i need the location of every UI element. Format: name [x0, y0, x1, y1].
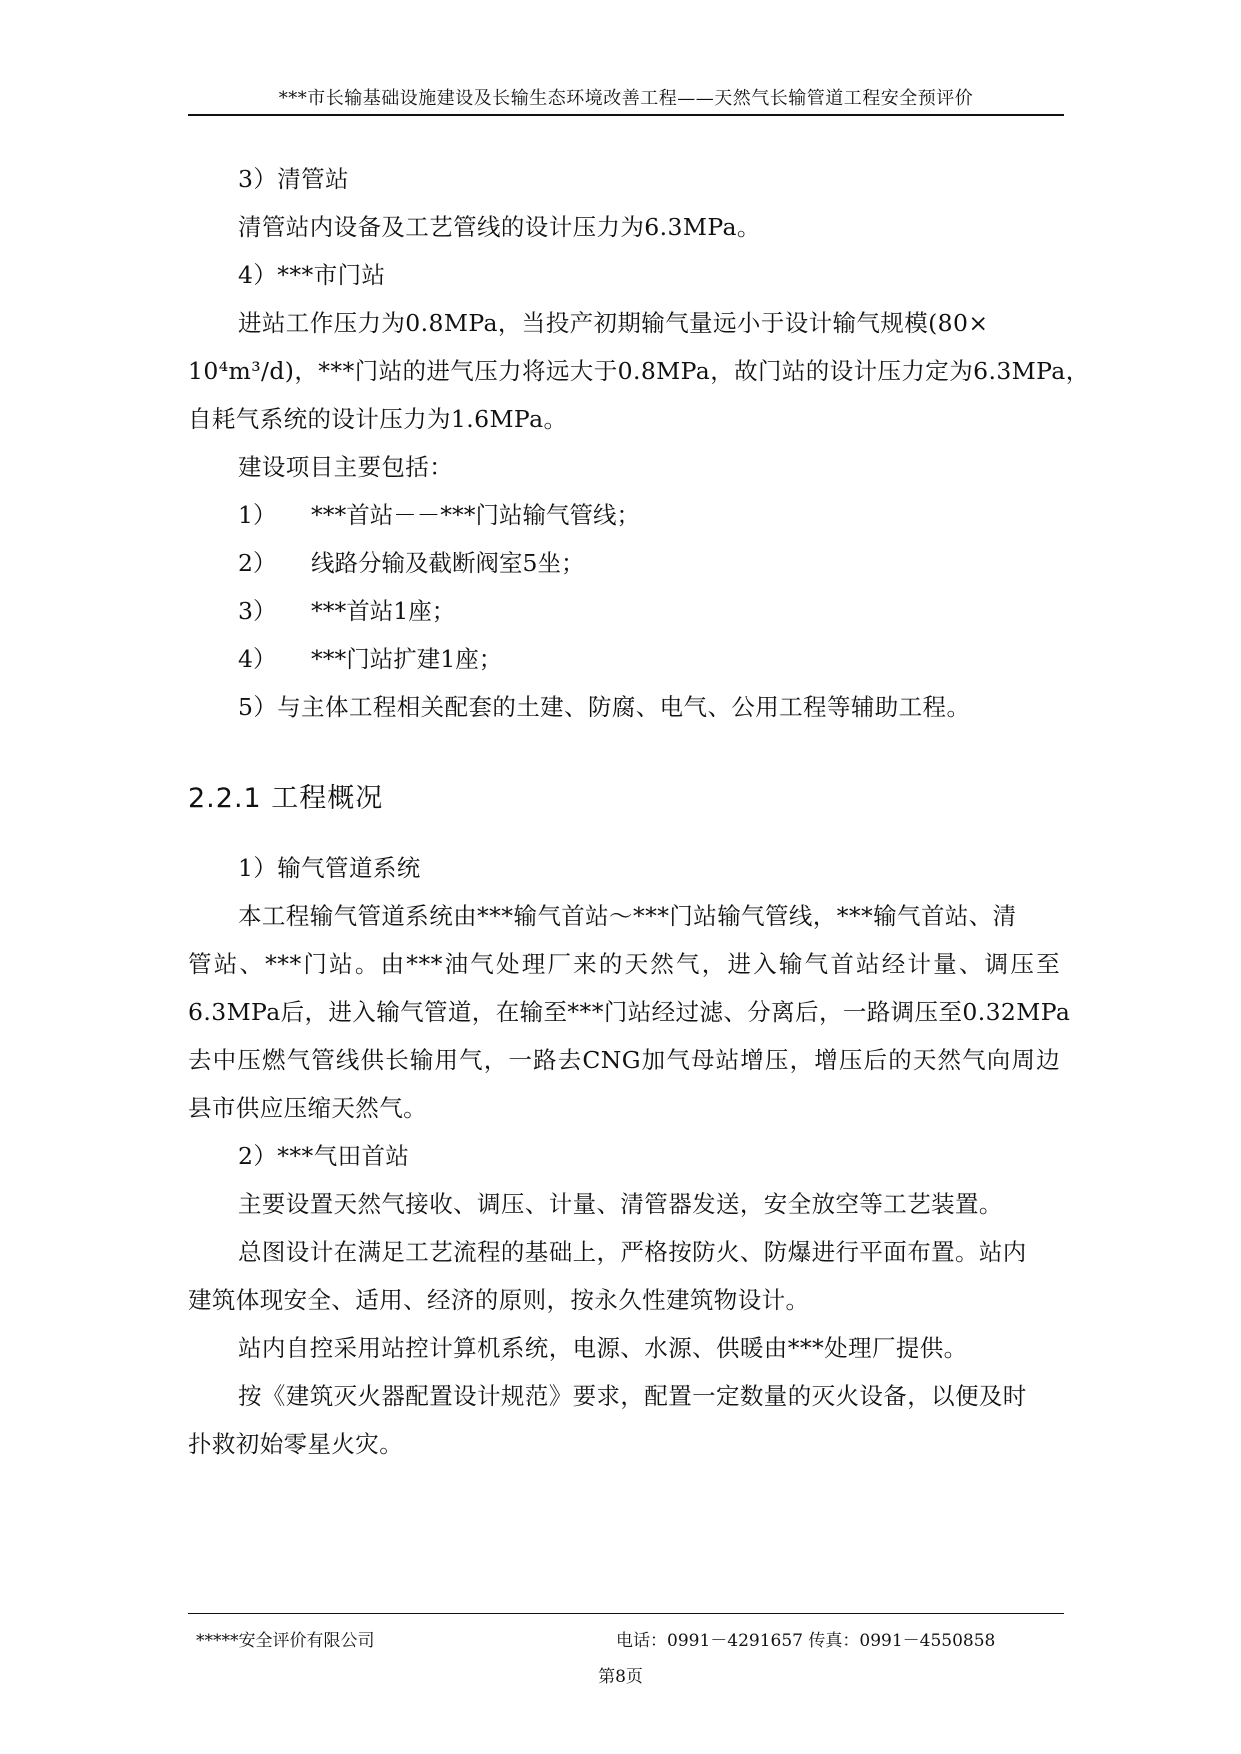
list-item-text: 线路分输及截断阀室5坐；: [311, 549, 585, 577]
paragraph-project-scope: 建设项目主要包括：: [238, 453, 454, 481]
footer-company: *****安全评价有限公司: [196, 1631, 375, 1651]
paragraph-layout-design-line-2: 建筑体现安全、适用、经济的原则，按永久性建筑物设计。: [188, 1286, 810, 1314]
page-number: 第8页: [598, 1667, 643, 1687]
paragraph-fire-equipment-line-2: 扑救初始零星火灾。: [188, 1430, 404, 1458]
list-item-text: ***门站扩建1座；: [311, 645, 503, 673]
page-header-title: ***市长输基础设施建设及长输生态环境改善工程——天然气长输管道工程安全预评价: [278, 88, 974, 109]
paragraph-city-gate-line-3: 自耗气系统的设计压力为1.6MPa。: [188, 405, 568, 433]
paragraph-gas-field-station-equipment: 主要设置天然气接收、调压、计量、清管器发送，安全放空等工艺装置。: [238, 1190, 1003, 1218]
paragraph-pipeline-system-heading: 1）输气管道系统: [238, 854, 421, 882]
paragraph-pipeline-system-line-2: 管站、***门站。由***油气处理厂来的天然气，进入输气首站经计量、调压至: [188, 950, 1060, 978]
paragraph-auxiliary-works: 5）与主体工程相关配套的土建、防腐、电气、公用工程等辅助工程。: [238, 693, 971, 721]
list-item-number: 3）: [238, 597, 277, 625]
list-item-number: 2）: [238, 549, 277, 577]
paragraph-pipeline-system-line-5: 县市供应压缩天然气。: [188, 1094, 427, 1122]
paragraph-pipeline-system-line-3: 6.3MPa后，进入输气管道，在输至***门站经过滤、分离后，一路调压至0.32MPa: [188, 998, 1071, 1026]
paragraph-pipeline-system-line-1: 本工程输气管道系统由***输气首站～***门站输气管线，***输气首站、清: [238, 902, 1017, 930]
paragraph-city-gate-line-1: 进站工作压力为0.8MPa，当投产初期输气量远小于设计输气规模(80×: [238, 309, 989, 337]
footer-divider: [188, 1613, 1064, 1614]
paragraph-cleaning-station-pressure: 清管站内设备及工艺管线的设计压力为6.3MPa。: [238, 213, 761, 241]
header-divider: [188, 114, 1064, 116]
paragraph-city-gate-heading: 4）***市门站: [238, 261, 386, 289]
list-item-text: ***首站－－***门站输气管线；: [311, 501, 640, 529]
footer-contact: 电话：0991－4291657 传真：0991－4550858: [616, 1631, 996, 1651]
list-item-number: 4）: [238, 645, 277, 673]
list-item-text: ***首站1座；: [311, 597, 456, 625]
paragraph-fire-equipment-line-1: 按《建筑灭火器配置设计规范》要求，配置一定数量的灭火设备，以便及时: [238, 1382, 1027, 1410]
paragraph-station-control: 站内自控采用站控计算机系统，电源、水源、供暖由***处理厂提供。: [238, 1334, 968, 1362]
section-heading: 2.2.1 工程概况: [188, 783, 384, 814]
paragraph-gas-field-station-heading: 2）***气田首站: [238, 1142, 410, 1170]
paragraph-city-gate-line-2: 10⁴m³/d)，***门站的进气压力将远大于0.8MPa，故门站的设计压力定为6.3MPa，: [188, 357, 1090, 385]
list-item-number: 1）: [238, 501, 277, 529]
paragraph-pipeline-system-line-4: 去中压燃气管线供长输用气，一路去CNG加气母站增压，增压后的天然气向周边: [188, 1046, 1060, 1074]
paragraph-layout-design-line-1: 总图设计在满足工艺流程的基础上，严格按防火、防爆进行平面布置。站内: [238, 1238, 1027, 1266]
paragraph-cleaning-station-heading: 3）清管站: [238, 165, 349, 193]
